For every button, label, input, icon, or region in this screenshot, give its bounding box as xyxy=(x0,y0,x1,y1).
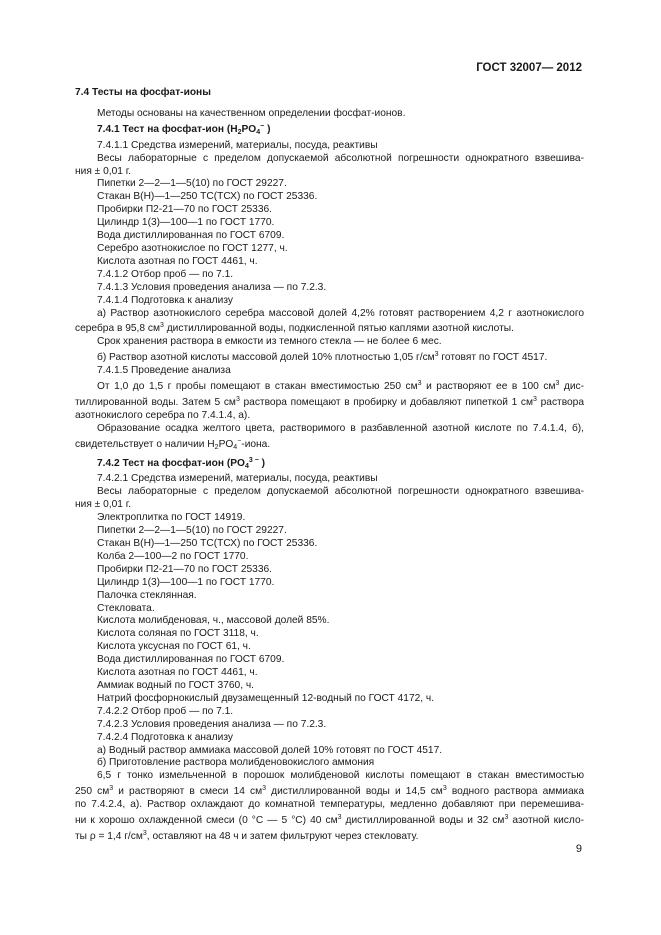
text-run: ты ρ = 1,4 г/см xyxy=(75,830,143,842)
text-line: 7.4.1.5 Проведение анализа xyxy=(97,365,231,377)
text-line: 7.4.2.4 Подготовка к анализу xyxy=(97,731,233,743)
text-line: 7.4.1.1 Средства измерений, материалы, посуда, реактивы xyxy=(97,139,378,151)
text-line xyxy=(75,828,584,844)
text-line xyxy=(75,320,584,336)
text-line: 7.4.1.3 Условия проведения анализа — по 7.2.3. xyxy=(97,281,327,293)
subscript: 2 xyxy=(214,443,219,451)
text-run: раствора xyxy=(536,396,585,408)
superscript: − xyxy=(237,437,242,445)
text-line xyxy=(75,812,584,828)
text-line xyxy=(75,349,584,365)
document-body xyxy=(75,87,584,844)
text-line: 6,5 г тонко измельченной в порошок молибденовой кислоты помещают в стакан вместимостью xyxy=(97,770,584,782)
superscript: 3 xyxy=(142,829,147,837)
text-line: Стекловата. xyxy=(97,602,155,614)
text-line: 7.4.2.3 Условия проведения анализа — по 7.2.3. xyxy=(97,718,327,730)
text-line: Пробирки П2-21—70 по ГОСТ 25336. xyxy=(97,204,272,216)
text-line: Методы основаны на качественном определении фосфат-ионов. xyxy=(97,107,406,119)
text-run: азотной кисло- xyxy=(508,815,585,827)
text-run: тиллированной воды. Затем 5 см xyxy=(75,396,236,408)
text-run: 250 см xyxy=(75,786,110,798)
text-run: готовят по ГОСТ 4517. xyxy=(438,352,548,364)
text-line: Стакан В(Н)—1—250 ТС(ТСХ) по ГОСТ 25336. xyxy=(97,538,318,549)
superscript: 3 − xyxy=(248,456,259,464)
text-line xyxy=(75,436,584,455)
text-line: Электроплитка по ГОСТ 14919. xyxy=(97,512,246,524)
text-line xyxy=(75,378,584,394)
text-line: Весы лабораторные с пределом допускаемой абсолютной погрешности однократного взвешива- xyxy=(97,152,584,164)
text-line: б) Приготовление раствора молибденовокислого аммония xyxy=(97,757,375,769)
text-line: Колба 2—100—2 по ГОСТ 1770. xyxy=(97,550,249,562)
text-line: Аммиак водный по ГОСТ 3760, ч. xyxy=(97,679,255,691)
text-run: водного раствора аммиака xyxy=(446,786,584,798)
text-run: От 1,0 до 1,5 г пробы помещают в стакан вместимостью 250 см xyxy=(97,381,418,393)
text-line: 7.4.1.4 Подготовка к анализу xyxy=(97,294,233,306)
text-line: Пробирки П2-21—70 по ГОСТ 25336. xyxy=(97,563,272,575)
text-run: дистиллированной воды и 32 см xyxy=(341,815,505,827)
superscript: 3 xyxy=(337,814,342,822)
text-line: Срок хранения раствора в емкости из темного стекла — не более 6 мес. xyxy=(97,336,442,348)
text-line: по 7.4.2.4, а). Раствор охлаждают до комнатной температуры, медленно добавляют при перемешива- xyxy=(75,799,584,811)
superscript: 3 xyxy=(417,380,422,388)
text-line: Весы лабораторные с пределом допускаемой абсолютной погрешности однократного взвешива- xyxy=(97,486,584,498)
text-line: Палочка стеклянная. xyxy=(97,589,197,601)
text-line: Стакан В(Н)—1—250 ТС(ТСХ) по ГОСТ 25336. xyxy=(97,191,318,203)
text-line: Кислота азотная по ГОСТ 4461, ч. xyxy=(97,255,258,267)
text-line: Вода дистиллированная по ГОСТ 6709. xyxy=(97,654,285,666)
text-line: Кислота соляная по ГОСТ 3118, ч. xyxy=(97,628,259,640)
page-header: ГОСТ 32007— 2012 xyxy=(476,62,582,74)
text-run: PO xyxy=(218,438,234,450)
page-number: 9 xyxy=(575,843,582,855)
text-line xyxy=(75,121,584,140)
text-run: ) xyxy=(258,457,266,469)
text-run: свидетельствует о наличии H xyxy=(75,438,215,450)
superscript: 3 xyxy=(533,395,537,403)
text-run: 7.4.1 Тест на фосфат-ион (H xyxy=(97,123,238,135)
superscript: − xyxy=(260,122,265,130)
text-run: дистиллированной воды и 14,5 см xyxy=(266,786,443,798)
subscript: 2 xyxy=(237,128,242,136)
text-line xyxy=(75,783,584,799)
text-line: а) Водный раствор аммиака массовой долей 10% готовят по ГОСТ 4517. xyxy=(97,744,443,756)
spacer xyxy=(75,100,584,108)
text-line: 7.4.2.2 Отбор проб — по 7.1. xyxy=(97,705,234,717)
text-line: Вода дистиллированная по ГОСТ 6709. xyxy=(97,230,285,242)
subscript: 4 xyxy=(233,443,238,451)
superscript: 3 xyxy=(235,395,240,403)
text-run: PO xyxy=(241,123,257,135)
text-line: 7.4 Тесты на фосфат-ионы xyxy=(75,87,211,98)
text-line: а) Раствор азотнокислого серебра массовой долей 4,2% готовят растворением 4,2 г азотнокислого xyxy=(97,307,584,319)
text-line: азотнокислого серебра по 7.4.1.4, а). xyxy=(75,409,251,421)
text-line xyxy=(75,455,584,474)
text-run: б) Раствор азотной кислоты массовой долей 10% плотностью 1,05 г/см xyxy=(97,352,435,364)
text-run: ни к хорошо охлажденной смеси (0 °С — 5 °С) 40 см xyxy=(75,815,338,827)
text-line: Кислота молибденовая, ч., массовой долей 85%. xyxy=(97,615,330,627)
text-run: ) xyxy=(264,123,271,135)
text-line: Натрий фосфорнокислый двузамещенный 12-водный по ГОСТ 4172, ч. xyxy=(97,692,435,704)
text-run: и растворяют ее в 100 см xyxy=(421,381,556,393)
text-line xyxy=(75,394,584,410)
text-run: раствора помещают в пробирку и добавляют пипеткой 1 см xyxy=(239,396,534,408)
superscript: 3 xyxy=(434,351,439,359)
text-line: Серебро азотнокислое по ГОСТ 1277, ч. xyxy=(97,242,288,254)
text-run: , оставляют на 48 ч и затем фильтруют через стекловату. xyxy=(146,830,419,842)
text-run: серебра в 95,8 см xyxy=(75,323,160,335)
text-line: Кислота азотная по ГОСТ 4461, ч. xyxy=(97,667,258,679)
subscript: 4 xyxy=(256,128,261,136)
text-line: Цилиндр 1(3)—100—1 по ГОСТ 1770. xyxy=(97,576,275,588)
text-run: дис- xyxy=(559,381,585,393)
text-line: Пипетки 2—2—1—5(10) по ГОСТ 29227. xyxy=(97,525,287,537)
superscript: 3 xyxy=(504,814,509,822)
text-run: -иона. xyxy=(241,438,271,450)
text-line: ния ± 0,01 г. xyxy=(75,499,132,511)
superscript: 3 xyxy=(555,380,560,388)
text-run: и растворяют в смеси 14 см xyxy=(113,786,263,798)
text-line: 7.4.1.2 Отбор проб — по 7.1. xyxy=(97,268,234,280)
superscript: 3 xyxy=(109,785,114,793)
subscript: 4 xyxy=(244,462,249,470)
text-line: Образование осадка желтого цвета, растворимого в разбавленной азотной кислоте по 7.4.1.4, б), xyxy=(97,422,584,434)
text-run: дистиллированной воды, подкисленной пятью каплями азотной кислоты. xyxy=(163,323,514,335)
text-run: 7.4.2 Тест на фосфат-ион (PO xyxy=(97,457,245,469)
text-line: Цилиндр 1(3)—100—1 по ГОСТ 1770. xyxy=(97,217,275,229)
superscript: 3 xyxy=(262,785,267,793)
text-line: ния ± 0,01 г. xyxy=(75,165,132,177)
text-line: 7.4.2.1 Средства измерений, материалы, посуда, реактивы xyxy=(97,473,378,485)
superscript: 3 xyxy=(159,322,164,330)
superscript: 3 xyxy=(442,785,447,793)
text-line: Пипетки 2—2—1—5(10) по ГОСТ 29227. xyxy=(97,178,287,190)
text-line: Кислота уксусная по ГОСТ 61, ч. xyxy=(97,641,251,653)
